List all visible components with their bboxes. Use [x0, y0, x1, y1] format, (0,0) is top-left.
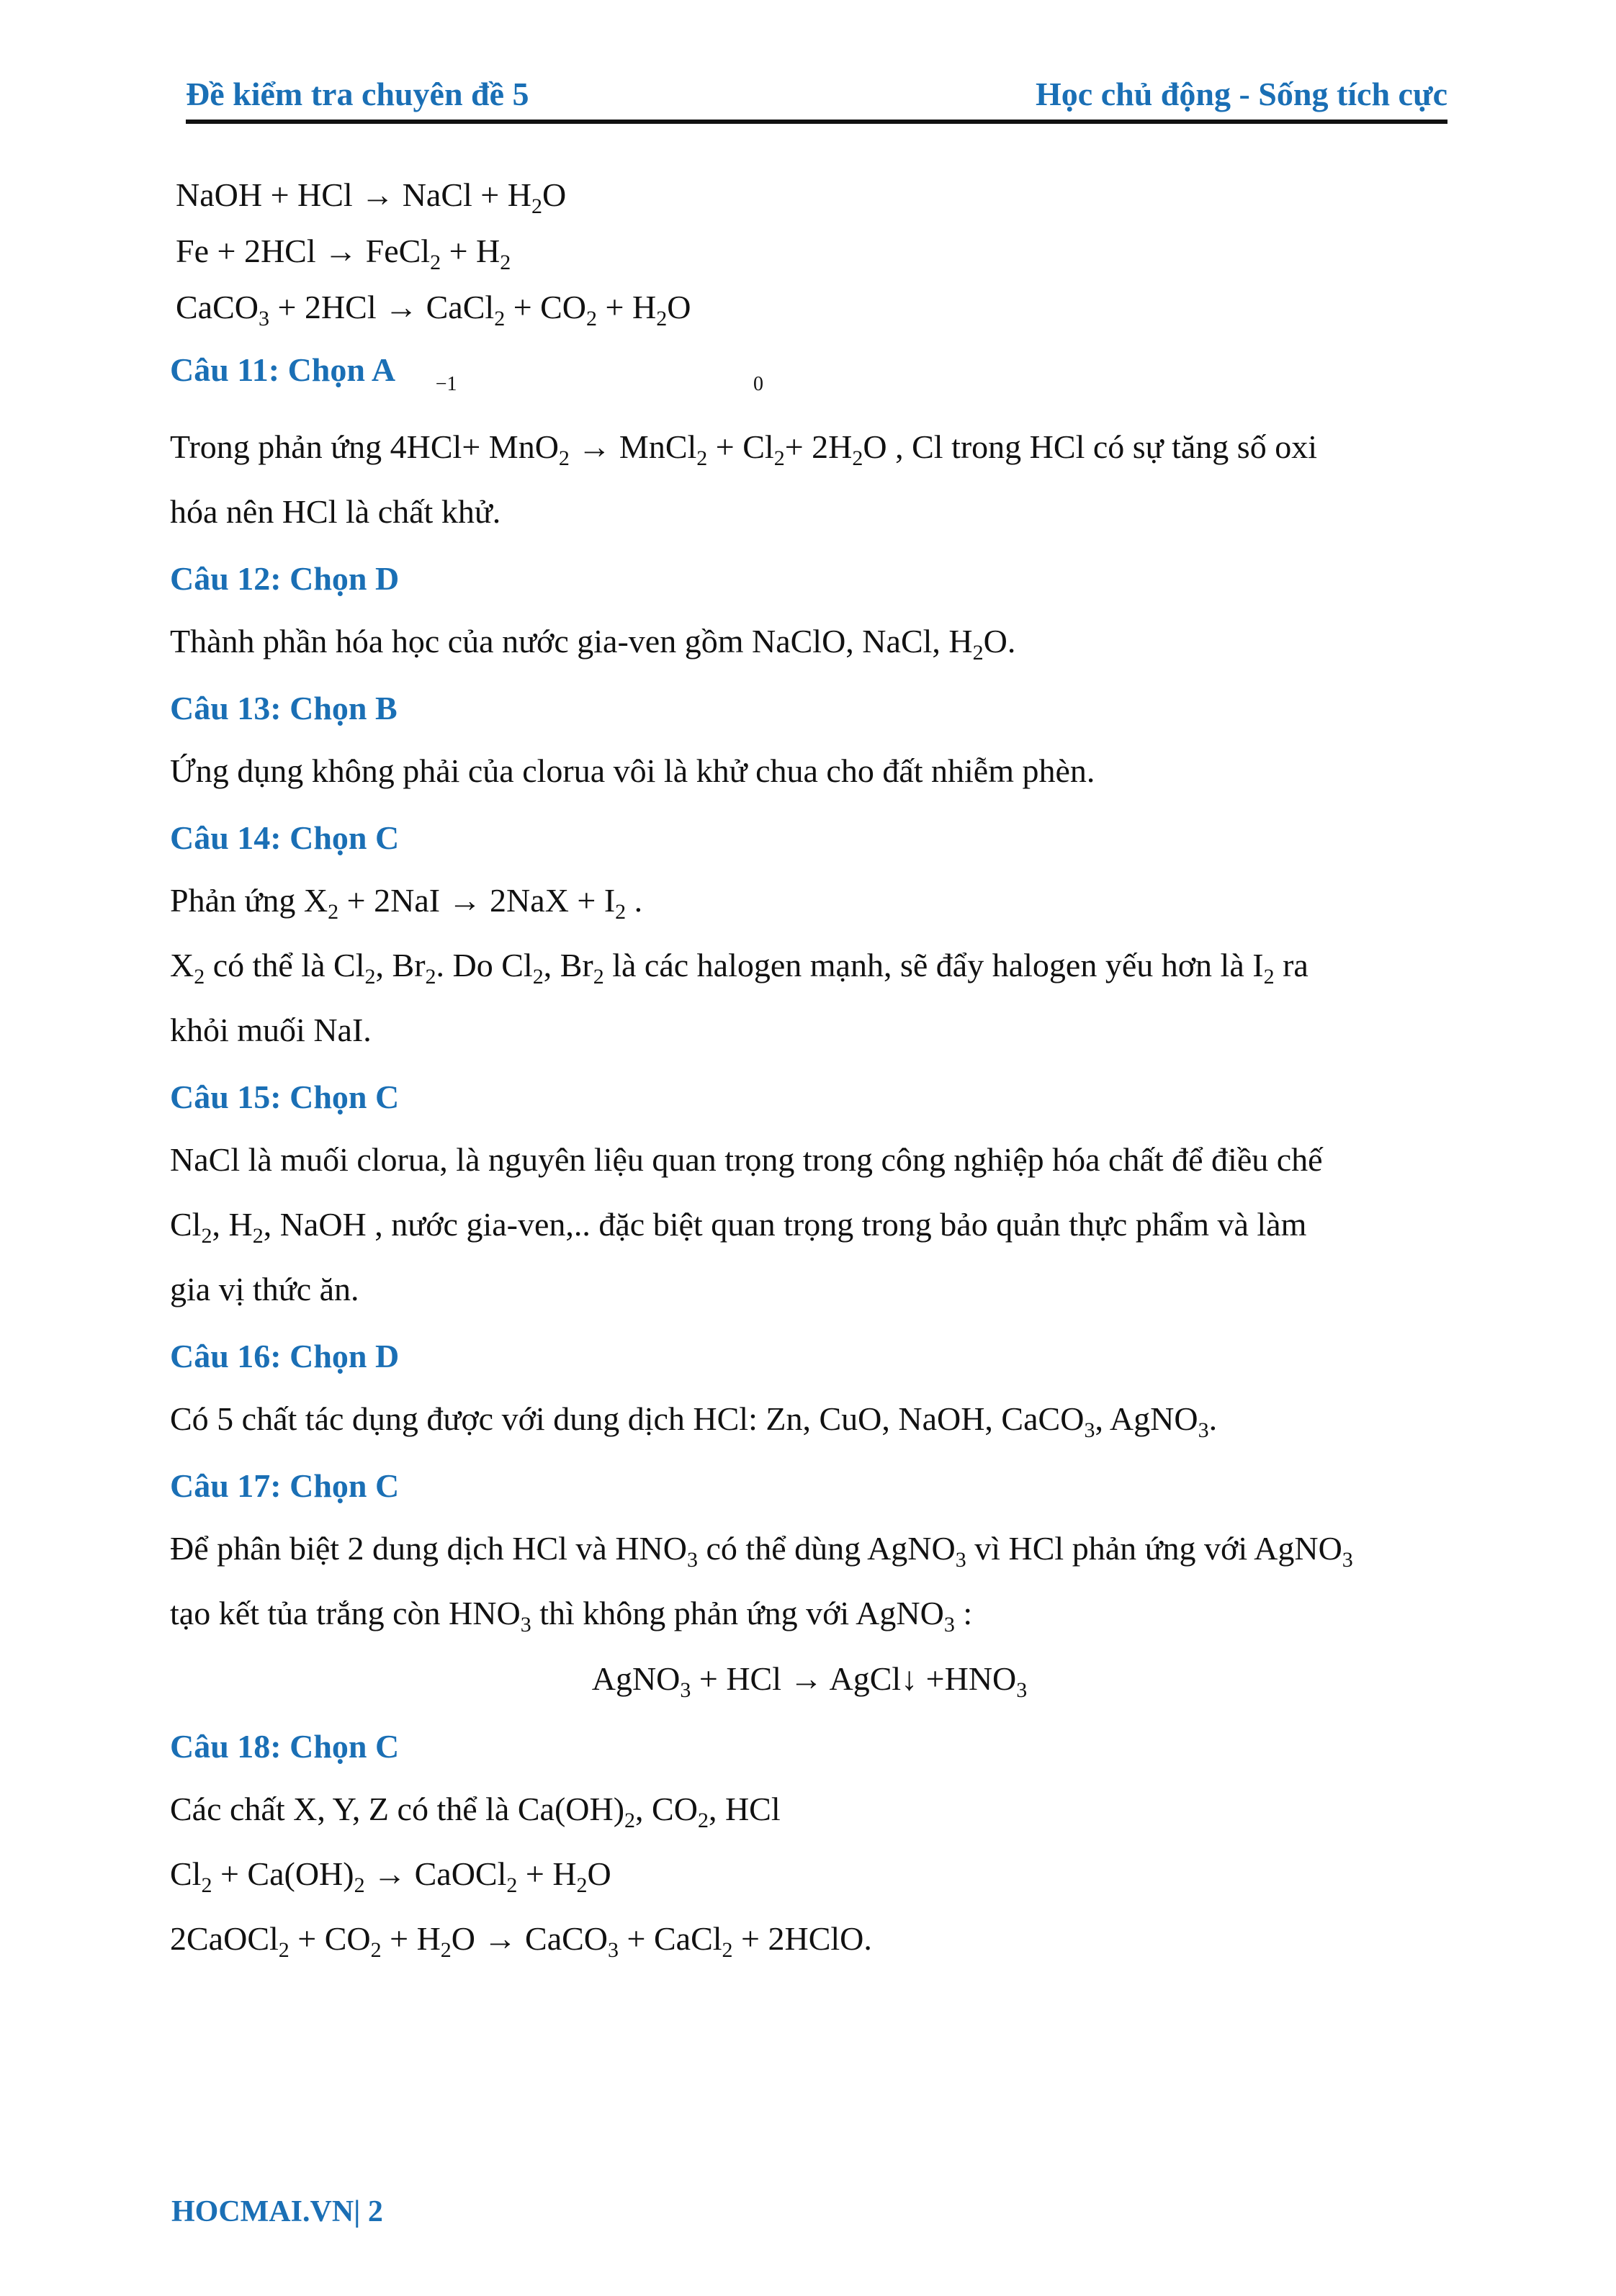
- question-15-line-2: $Cl_2$, $H_2$, NaOH , nước gia-ven,.. đặc biệt quan trọng trong bảo quản thực phẩm và làm: [170, 1206, 1307, 1248]
- question-17-line-1: Để phân biệt 2 dung dịch HCl và $HNO_3$ có thể dùng AgNO$_3$ vì HCl phản ứng với AgNO$_3$: [170, 1530, 1353, 1572]
- question-18-equation-2: 2CaOCl$_2$ + $CO_2 + H_2O$ → CaCO$_3$ + CaCl$_2$ + 2HClO.: [170, 1920, 872, 1962]
- question-14-explanation-end: khỏi muối NaI.: [170, 1012, 372, 1048]
- question-17-line-2: tạo kết tủa trắng còn $HNO_3$ thì không phản ứng với AgNO$_3$ :: [170, 1595, 973, 1637]
- question-17-heading: Câu 17: Chọn C: [170, 1467, 400, 1504]
- question-14-heading: Câu 14: Chọn C: [170, 819, 400, 856]
- question-18-line-1: Các chất X, Y, Z có thể là $Ca(OH)_2$, $CO_2$, HCl: [170, 1791, 781, 1832]
- question-12-heading: Câu 12: Chọn D: [170, 560, 400, 597]
- question-16-heading: Câu 16: Chọn D: [170, 1338, 400, 1374]
- header-slogan: Học chủ động - Sống tích cực: [1036, 76, 1447, 112]
- equation-naoh-hcl: NaOH + HCl → NaCl + $H_2O$: [176, 176, 567, 218]
- question-17-equation: AgNO$_3$ + HCl → AgCl↓ $+HNO_3$: [591, 1660, 1028, 1702]
- page-footer: HOCMAI.VN| 2: [171, 2195, 383, 2228]
- question-16-answer: Có 5 chất tác dụng được với dung dịch HCl: Zn, CuO, NaOH, CaCO$_3$, AgNO$_3$.: [170, 1400, 1218, 1442]
- question-14-explanation: $X_2$ có thể là $Cl_2$, $Br_2$. Do $Cl_2$, $Br_2$ là các halogen mạnh, sẽ đẩy halogen yếu hơn là $I_2$ ra: [170, 947, 1308, 989]
- header-rule: [186, 120, 1447, 124]
- page-header: [186, 75, 1447, 121]
- question-14-reaction: Phản ứng $X_2 + 2NaI \to 2NaX + I_2$ .: [170, 882, 643, 924]
- header-title: Đề kiểm tra chuyên đề 5: [186, 76, 529, 112]
- question-12-answer: Thành phần hóa học của nước gia-ven gồm NaClO, NaCl, $H_2O$.: [170, 623, 1016, 665]
- equation-fe-hcl: Fe + 2HCl → FeCl$_2$ + $H_2$: [176, 233, 511, 274]
- question-13-heading: Câu 13: Chọn B: [170, 690, 398, 726]
- document-body: [170, 167, 1449, 1971]
- question-15-line-1: NaCl là muối clorua, là nguyên liệu quan trọng trong công nghiệp hóa chất để điều chế: [170, 1141, 1323, 1178]
- question-11-reaction: Trong phản ứng 4H −1 Cl+ MnO$_2$ → MnCl$_2$ + 0 $Cl_2+ 2H_2O$ , Cl trong HCl có sự tăng số oxi: [170, 373, 1317, 470]
- question-18-heading: Câu 18: Chọn C: [170, 1728, 400, 1765]
- question-15-heading: Câu 15: Chọn C: [170, 1079, 400, 1115]
- question-11-explanation: hóa nên HCl là chất khử.: [170, 493, 501, 530]
- equation-caco3-hcl: CaCO$_3$ + 2HCl → CaCl$_2$ + $CO_2 + H_2O$: [176, 289, 691, 330]
- question-18-equation-1: $Cl_2 + Ca(OH)_2$ → CaOCl$_2$ + $H_2O$: [170, 1855, 611, 1897]
- question-15-line-3: gia vị thức ăn.: [170, 1271, 359, 1307]
- question-11-heading: Câu 11: Chọn A: [170, 351, 396, 388]
- question-13-answer: Ứng dụng không phải của clorua vôi là khử chua cho đất nhiễm phèn.: [170, 752, 1095, 789]
